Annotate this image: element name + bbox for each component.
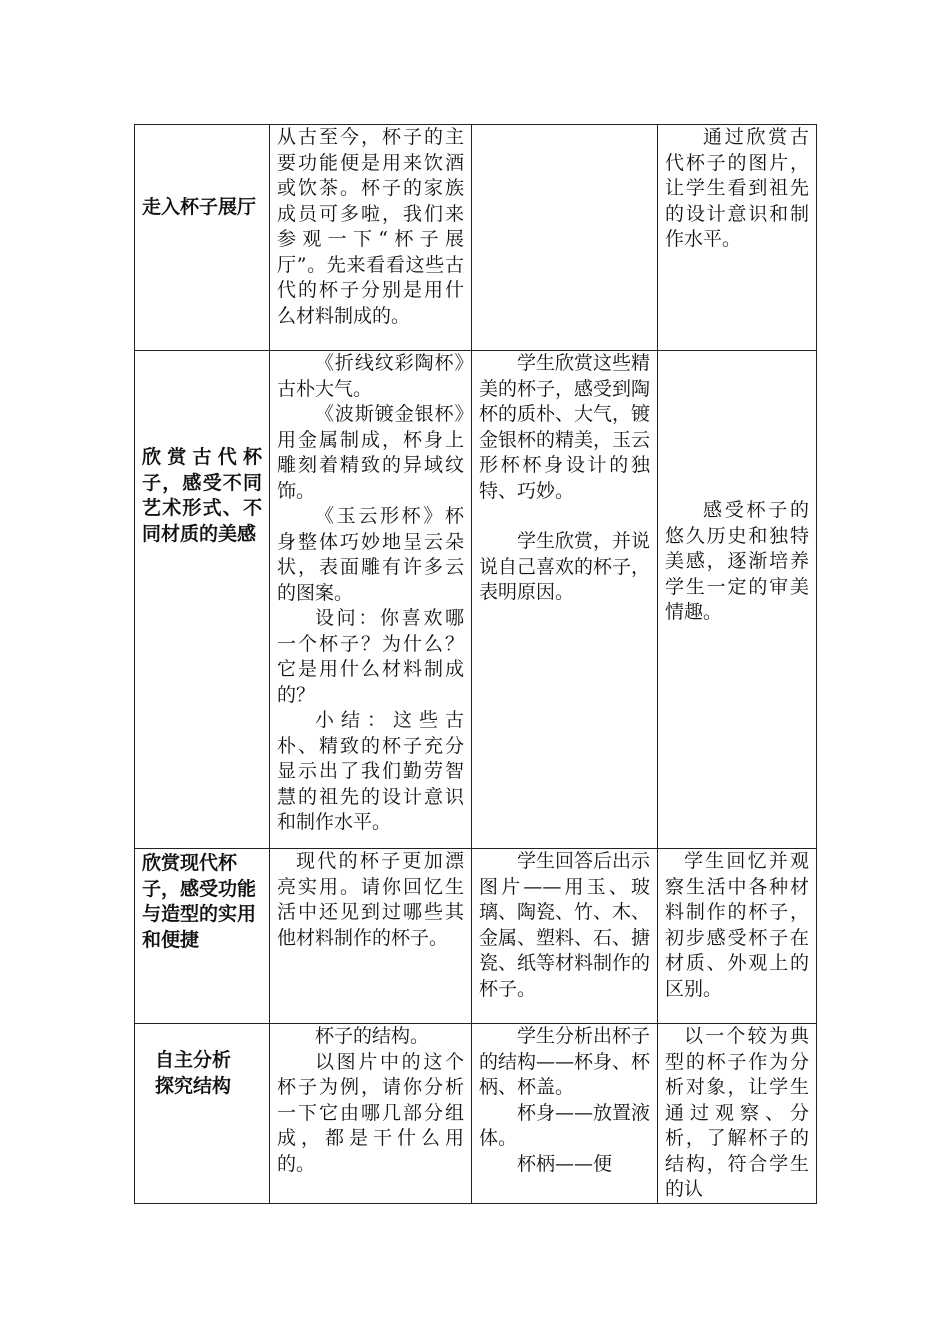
step-cell: 走入杯子展厅 [135,125,270,351]
teacher-activity-cell [270,849,472,1024]
paragraph: 学生欣赏，并说说自己喜欢的杯子，表明原因。 [479,530,651,603]
table-row [135,849,817,1024]
paragraph: 通过欣赏古代杯子的图片，让学生看到祖先的设计意识和制作水平。 [665,126,809,250]
paragraph: 《波斯镀金银杯》用金属制成，杯身上雕刻着精致的异域纹饰。 [277,403,464,502]
paragraph: 设问：你喜欢哪一个杯子？为什么？它是用什么材料制成的？ [277,607,464,706]
teacher-activity-cell [270,351,472,849]
step-cell: 欣赏古代杯子，感受不同艺术形式、不同材质的美感 [135,351,270,849]
paragraph: 学生回忆并观察生活中各种材料制作的杯子，初步感受杯子在材质、外观上的区别。 [665,850,809,1000]
table-row [135,125,817,351]
design-intent-cell [658,125,817,351]
student-activity-cell [472,351,658,849]
design-intent-cell [658,849,817,1024]
student-activity-cell [472,849,658,1024]
paragraph: 小结：这些古朴、精致的杯子充分显示出了我们勤劳智慧的祖先的设计意识和制作水平。 [277,709,464,833]
paragraph: 学生分析出杯子的结构——杯身、杯柄、杯盖。 [479,1025,651,1098]
paragraph: 杯身——放置液体。 [479,1101,651,1149]
paragraph: 现代的杯子更加漂亮实用。请你回忆生活中还见到过哪些其他材料制作的杯子。 [277,850,464,949]
paragraph: 从古至今，杯子的主要功能便是用来饮酒或饮茶。杯子的家族成员可多啦，我们来参观一下“杯子展厅”。先来看看这些古代的杯子分别是用什么材料制成的。 [277,126,464,327]
design-intent-cell [658,351,817,849]
paragraph: 学生回答后出示图片——用玉、玻璃、陶瓷、竹、木、金属、塑料、石、搪瓷、纸等材料制作的杯子。 [479,850,651,1000]
paragraph: 以一个较为典型的杯子作为分析对象，让学生通过观察、分析，了解杯子的结构，符合学生的认 [665,1025,809,1200]
paragraph: 杯柄——便 [517,1152,613,1175]
step-cell: 欣赏现代杯子，感受功能与造型的实用和便捷 [135,849,270,1024]
table-row [135,1024,817,1204]
design-intent-cell [658,1024,817,1204]
lesson-plan-table [134,124,817,1204]
teacher-activity-cell [270,125,472,351]
paragraph: 以图片中的这个杯子为例，请你分析一下它由哪几部分组成，都是干什么用的。 [277,1050,464,1175]
student-activity-cell [472,1024,658,1204]
paragraph: 学生欣赏这些精美的杯子，感受到陶杯的质朴、大气，镀金银杯的精美，玉云形杯杯身设计的独特、巧妙。 [479,352,651,502]
paragraph: 杯子的结构。 [315,1025,430,1047]
step-cell: 自主分析探究结构 [135,1024,270,1204]
teacher-activity-cell [270,1024,472,1204]
paragraph: 感受杯子的悠久历史和独特美感，逐渐培养学生一定的审美情趣。 [665,499,809,623]
student-activity-cell [472,125,658,351]
paragraph: 《玉云形杯》杯身整体巧妙地呈云朵状，表面雕有许多云的图案。 [277,505,464,604]
table-row [135,351,817,849]
paragraph: 《折线纹彩陶杯》古朴大气。 [277,352,464,400]
